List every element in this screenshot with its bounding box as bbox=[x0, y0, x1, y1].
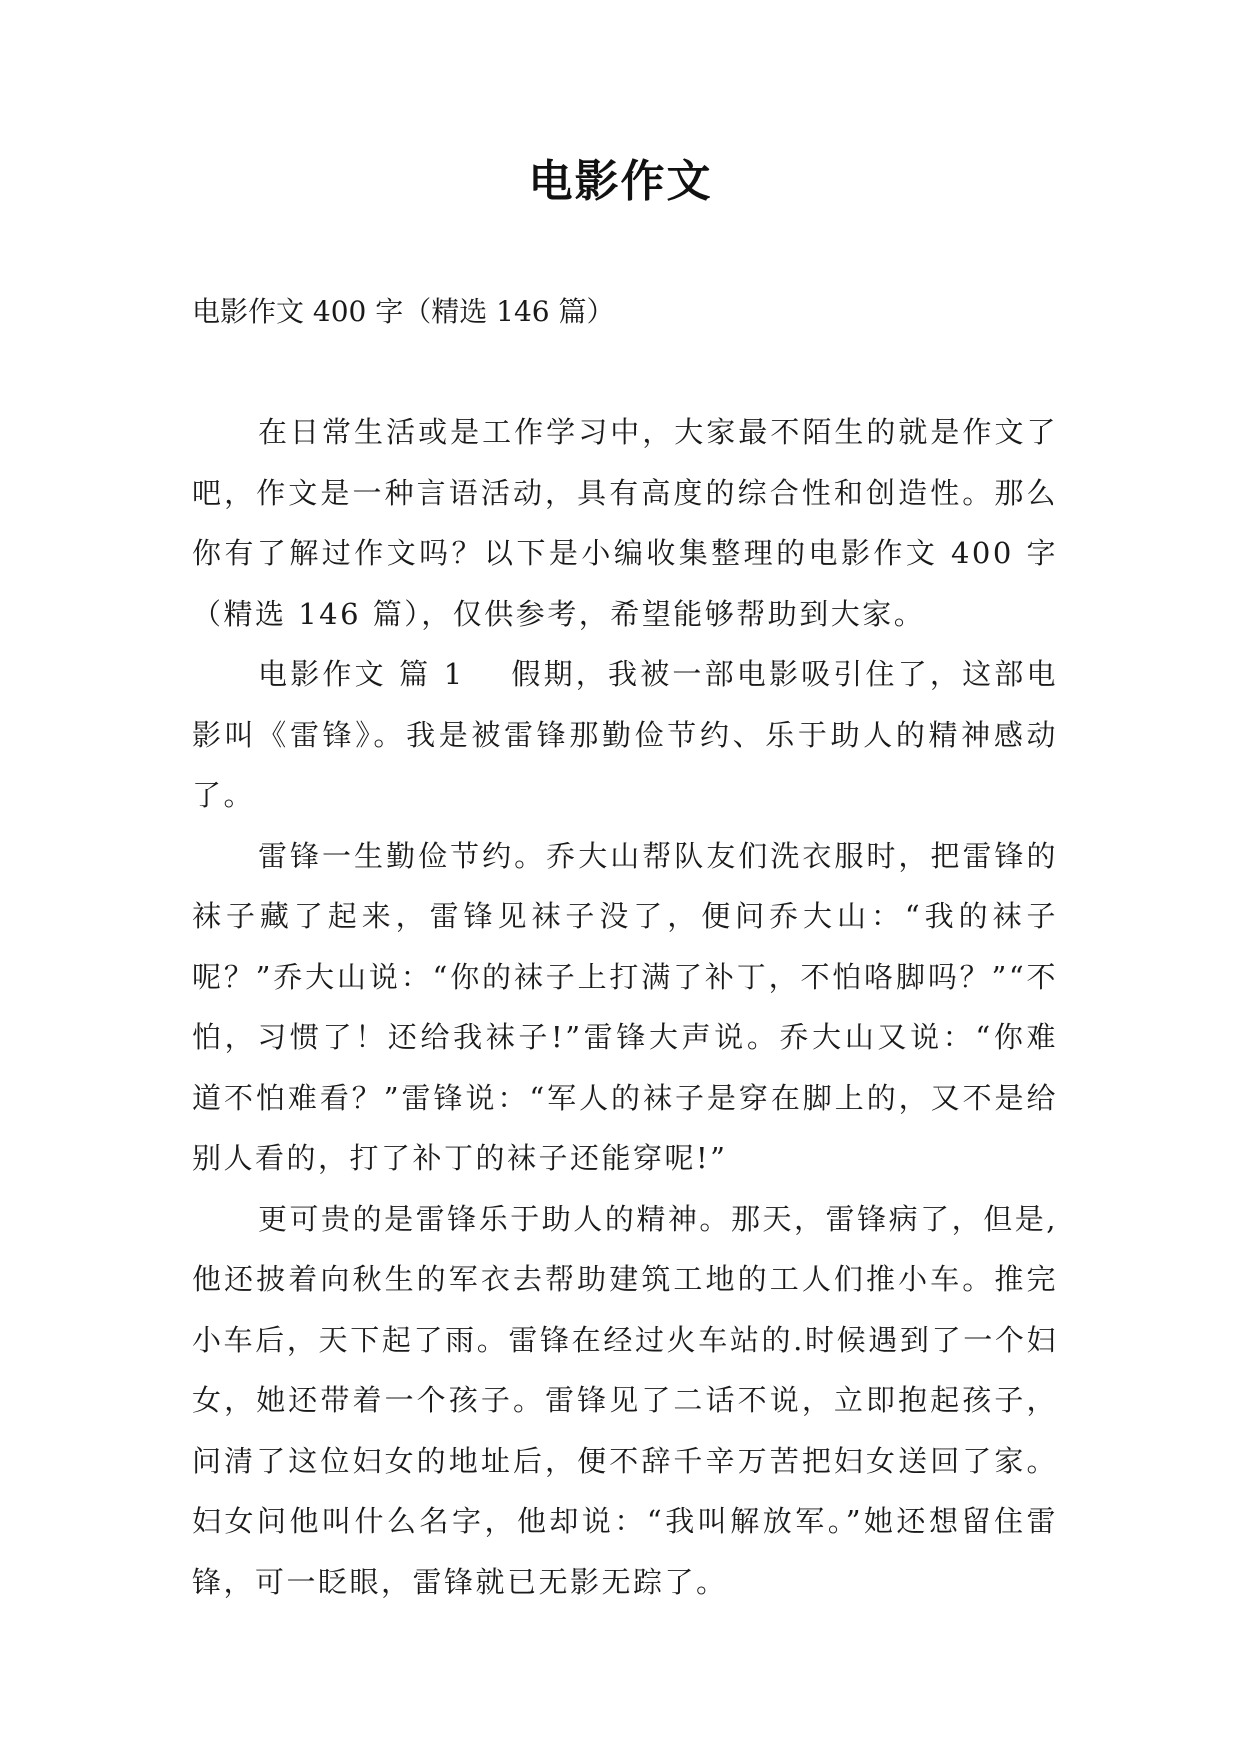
document-body bbox=[192, 402, 1058, 1612]
document-subtitle: 电影作文 400 字（精选 146 篇） bbox=[192, 295, 615, 328]
essay-paragraph: 更可贵的是雷锋乐于助人的精神。那天，雷锋病了，但是,他还披着向秋生的军衣去帮助建筑工地的工人们推小车。推完小车后，天下起了雨。雷锋在经过火车站的.时候遇到了一个妇女，她还带着一个孩子。雷锋见了二话不说，立即抱起孩子，问清了这位妇女的地址后，便不辞千辛万苦把妇女送回了家。妇女问他叫什么名字，他却说：“我叫解放军。”她还想留住雷锋，可一眨眼，雷锋就已无影无踪了。 bbox=[192, 1201, 1058, 1599]
essay-paragraph: 雷锋一生勤俭节约。乔大山帮队友们洗衣服时，把雷锋的袜子藏了起来，雷锋见袜子没了，便问乔大山：“我的袜子呢？”乔大山说：“你的袜子上打满了补丁，不怕咯脚吗？”“不怕，习惯了！还给我袜子!”雷锋大声说。乔大山又说：“你难道不怕难看？”雷锋说：“军人的袜子是穿在脚上的，又不是给别人看的，打了补丁的袜子还能穿呢!” bbox=[192, 838, 1058, 1175]
essay-paragraph-text: 假期，我被一部电影吸引住了，这部电影叫《雷锋》。我是被雷锋那勤俭节约、乐于助人的精神感动了。 bbox=[192, 657, 1058, 812]
document-title: 电影作文 bbox=[528, 156, 713, 207]
intro-paragraph: 在日常生活或是工作学习中，大家最不陌生的就是作文了吧，作文是一种言语活动，具有高度的综合性和创造性。那么你有了解过作文吗？以下是小编收集整理的电影作文 400 字（精选 146 篇），仅供参考，希望能够帮助到大家。 bbox=[192, 415, 1058, 631]
essay-heading: 电影作文 篇 1 bbox=[258, 657, 465, 691]
essay-paragraph bbox=[192, 644, 1058, 826]
